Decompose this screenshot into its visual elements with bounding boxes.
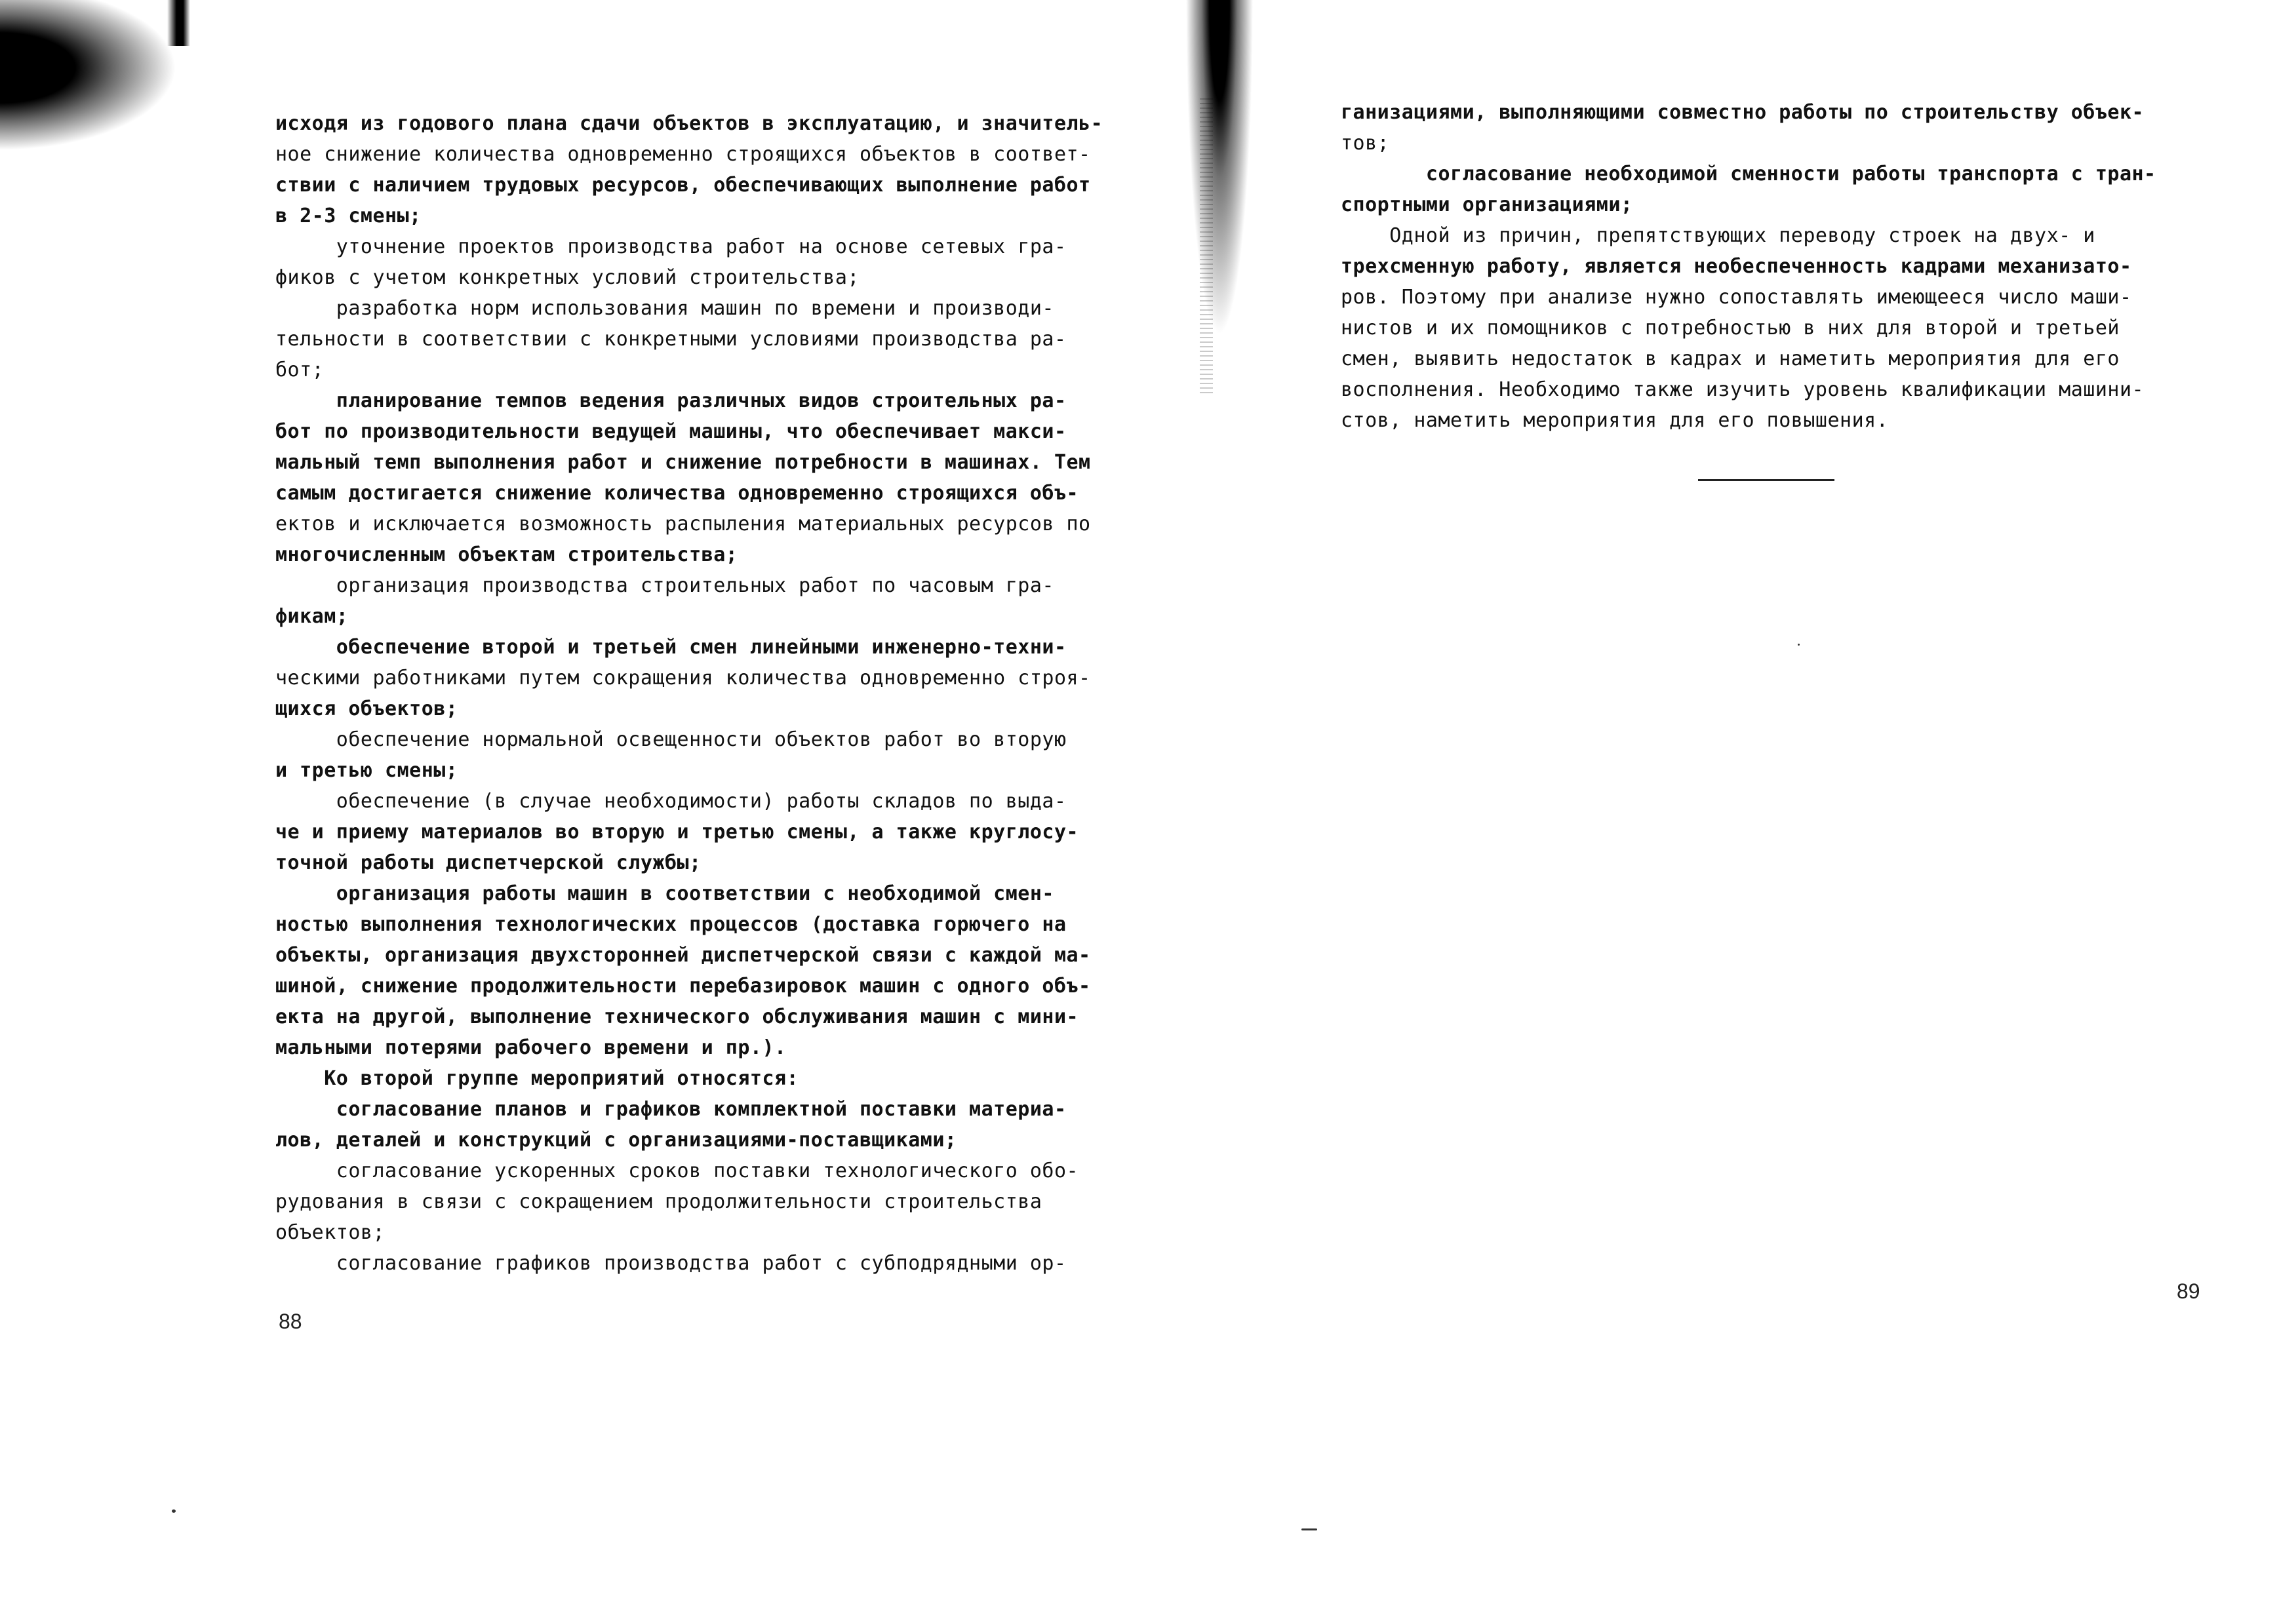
left-page-body: [275, 108, 1103, 1279]
right-page-line: смен, выявить недостаток в кадрах и наметить мероприятия для его: [1341, 347, 2120, 370]
left-page-line: обеспечение (в случае необходимости) работы складов по выда-: [275, 790, 1067, 813]
left-page-line: объектов;: [275, 1221, 386, 1244]
left-page-line: екта на другой, выполнение технического обслуживания машин с мини-: [275, 1005, 1079, 1028]
left-page-line: обеспечение второй и третьей смен линейными инженерно-техни-: [275, 636, 1067, 659]
right-page-line: ров. Поэтому при анализе нужно сопоставлять имеющееся число маши-: [1341, 286, 2132, 309]
scan-shadow-top-left: [0, 0, 177, 151]
left-page-line: разработка норм использования машин по времени и производи-: [275, 297, 1054, 320]
right-page-line: спортными организациями;: [1341, 193, 1633, 216]
left-page-line: мальными потерями рабочего времени и пр.).: [275, 1036, 787, 1059]
scan-speck: [1798, 644, 1800, 646]
left-page-line: бот;: [275, 359, 325, 381]
right-page-line: стов, наметить мероприятия для его повышения.: [1341, 409, 1889, 432]
left-page-line: многочисленным объектам строительства;: [275, 543, 738, 566]
right-page-line: тов;: [1341, 132, 1390, 155]
left-page-line: ностью выполнения технологических процессов (доставка горючего на: [275, 913, 1067, 936]
right-page-line: нистов и их помощников с потребностью в них для второй и третьей: [1341, 317, 2120, 340]
left-page-line: бот по производительности ведущей машины, что обеспечивает макси-: [275, 420, 1067, 443]
left-page-line: ческими работниками путем сокращения количества одновременно строя-: [275, 667, 1091, 690]
left-page-line: точной работы диспетчерской службы;: [275, 851, 702, 874]
right-page-line: ганизациями, выполняющими совместно работы по строительству объек-: [1341, 101, 2145, 124]
left-page-line: организация работы машин в соответствии с необходимой смен-: [275, 882, 1054, 905]
scan-shadow-top-left-edge: [167, 0, 190, 46]
scan-speck: [1301, 1528, 1317, 1530]
left-page-line: уточнение проектов производства работ на основе сетевых гра-: [275, 235, 1067, 258]
left-page-line: фикам;: [275, 605, 349, 628]
left-page-line: согласование планов и графиков комплектной поставки материа-: [275, 1098, 1067, 1121]
left-page-line: и третью смены;: [275, 759, 458, 782]
left-page-line: согласование графиков производства работ с субподрядными ор-: [275, 1252, 1067, 1275]
left-page-line: объекты, организация двухсторонней диспетчерской связи с каждой ма-: [275, 944, 1091, 967]
left-page-line: ектов и исключается возможность распыления материальных ресурсов по: [275, 513, 1091, 535]
right-page-body: [1341, 97, 2156, 436]
gutter-shadow: [1180, 0, 1259, 393]
left-page-line: рудования в связи с сокращением продолжительности строительства: [275, 1190, 1042, 1213]
section-end-rule: [1698, 479, 1834, 481]
left-page-line: согласование ускоренных сроков поставки технологического обо-: [275, 1159, 1079, 1182]
left-page-line: щихся объектов;: [275, 697, 458, 720]
page-number-left: 88: [279, 1310, 302, 1333]
left-page-line: ное снижение количества одновременно строящихся объектов в соответ-: [275, 143, 1091, 166]
right-page-line: согласование необходимой сменности работы транспорта с тран-: [1341, 163, 2156, 185]
left-page-line: ствии с наличием трудовых ресурсов, обеспечивающих выполнение работ: [275, 174, 1091, 197]
right-page-line: восполнения. Необходимо также изучить уровень квалификации машини-: [1341, 378, 2145, 401]
gutter-speckle: [1200, 98, 1213, 393]
left-page-line: фиков с учетом конкретных условий строительства;: [275, 266, 860, 289]
left-page-line: самым достигается снижение количества одновременно строящихся объ-: [275, 482, 1079, 505]
left-page-line: мальный темп выполнения работ и снижение потребности в машинах. Тем: [275, 451, 1091, 474]
left-page-line: че и приему материалов во вторую и третью смены, а также круглосу-: [275, 821, 1079, 844]
left-page-line: в 2-3 смены;: [275, 204, 422, 227]
left-page-line: исходя из годового плана сдачи объектов в эксплуатацию, и значитель-: [275, 112, 1103, 135]
scan-speck: [172, 1509, 176, 1513]
right-page-line: Одной из причин, препятствующих переводу строек на двух- и: [1341, 224, 2095, 247]
left-page-line: тельности в соответствии с конкретными условиями производства ра-: [275, 328, 1067, 351]
left-page-line: шиной, снижение продолжительности перебазировок машин с одного объ-: [275, 975, 1091, 998]
left-page-line: обеспечение нормальной освещенности объектов работ во вторую: [275, 728, 1067, 751]
page-number-right: 89: [2177, 1279, 2200, 1303]
left-page-line: лов, деталей и конструкций с организациями-поставщиками;: [275, 1129, 957, 1152]
left-page-line: Ко второй группе мероприятий относятся:: [275, 1067, 799, 1090]
left-page-line: планирование темпов ведения различных видов строительных ра-: [275, 389, 1067, 412]
right-page-line: трехсменную работу, является необеспеченность кадрами механизато-: [1341, 255, 2132, 278]
left-page-line: организация производства строительных работ по часовым гра-: [275, 574, 1054, 597]
